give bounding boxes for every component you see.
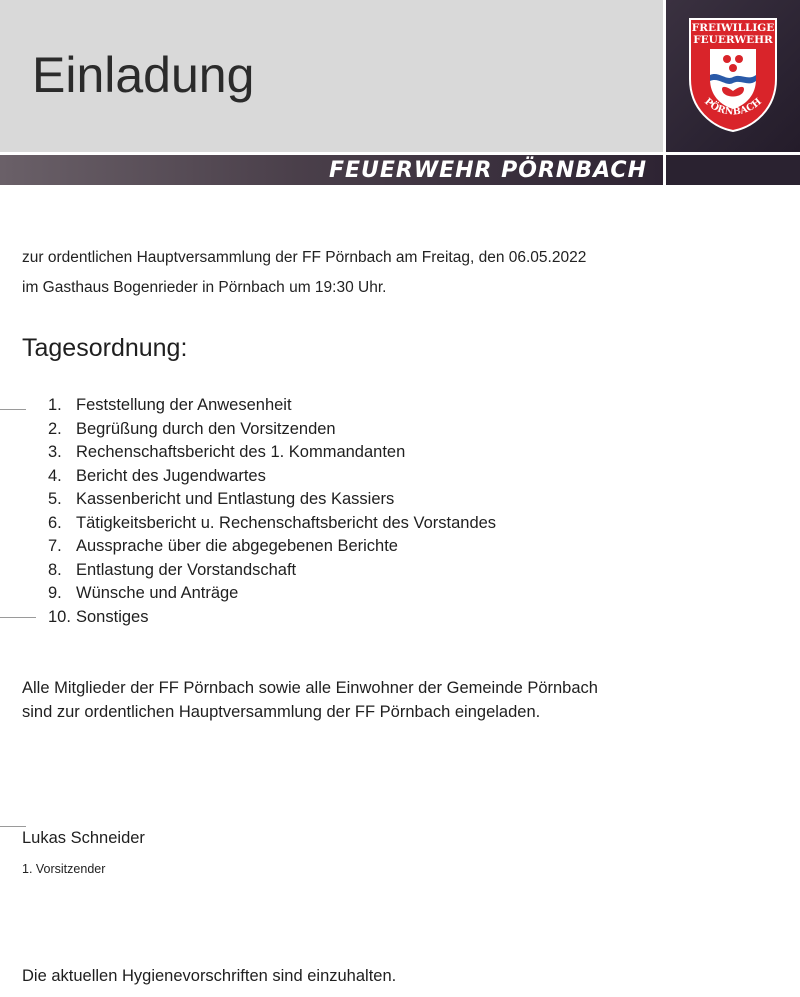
- agenda-item-text: Wünsche und Anträge: [76, 584, 239, 602]
- margin-tick: [0, 826, 26, 827]
- agenda-item: [48, 488, 496, 512]
- agenda-item-text: Feststellung der Anwesenheit: [76, 396, 292, 414]
- brand-bar-right: [666, 155, 800, 185]
- agenda-item-number: 4.: [48, 466, 62, 485]
- intro-line-2: im Gasthaus Bogenrieder in Pörnbach um 19:30 Uhr.: [22, 279, 387, 296]
- intro-line-1: zur ordentlichen Hauptversammlung der FF Pörnbach am Freitag, den 06.05.2022: [22, 249, 587, 266]
- header-banner: [0, 0, 663, 152]
- signature-role: 1. Vorsitzender: [22, 862, 106, 876]
- agenda-item: [48, 394, 496, 418]
- agenda-item-text: Sonstiges: [76, 607, 149, 626]
- agenda-item-number: 10.: [48, 607, 71, 626]
- agenda-item-number: 3.: [48, 443, 62, 461]
- agenda-item-text: Aussprache über die abgegebenen Berichte: [76, 537, 398, 555]
- brand-name: FEUERWEHR PÖRNBACH: [328, 158, 647, 183]
- agenda-item-text: Tätigkeitsbericht u. Rechenschaftsbericht des Vorstandes: [76, 513, 497, 532]
- signature-name: Lukas Schneider: [22, 829, 145, 847]
- agenda-item: [48, 582, 496, 606]
- closing-line-1: Alle Mitglieder der FF Pörnbach sowie alle Einwohner der Gemeinde Pörnbach: [22, 679, 598, 697]
- agenda-item-number: 5.: [48, 490, 62, 508]
- closing-line-2: sind zur ordentlichen Hauptversammlung der FF Pörnbach eingeladen.: [22, 703, 541, 721]
- agenda-item: [48, 559, 496, 583]
- agenda-item-text: Kassenbericht und Entlastung des Kassiers: [76, 490, 395, 508]
- agenda-item-number: 9.: [48, 584, 62, 602]
- agenda-item-text: Bericht des Jugendwartes: [76, 466, 266, 485]
- invitation-intro: [22, 243, 586, 303]
- crest-text-top-1: FREIWILLIGE: [691, 22, 775, 34]
- fire-brigade-crest-icon: [686, 17, 780, 133]
- agenda-item-number: 1.: [48, 396, 62, 414]
- agenda-item: [48, 606, 496, 630]
- agenda-item: [48, 465, 496, 489]
- agenda-item-number: 7.: [48, 537, 62, 555]
- agenda-item-text: Entlastung der Vorstandschaft: [76, 560, 297, 579]
- agenda-item-text: Begrüßung durch den Vorsitzenden: [76, 419, 336, 438]
- agenda-item-number: 6.: [48, 513, 62, 532]
- brand-bar: [0, 155, 663, 185]
- hygiene-notice: Die aktuellen Hygienevorschriften sind einzuhalten.: [22, 967, 397, 985]
- agenda-item: [48, 512, 496, 536]
- agenda-item: [48, 535, 496, 559]
- page-title: Einladung: [32, 47, 255, 103]
- crest-text-top-2: FEUERWEHR: [693, 34, 773, 46]
- agenda-title: Tagesordnung:: [22, 334, 188, 362]
- closing-text: [22, 676, 598, 724]
- agenda-list: [48, 394, 496, 629]
- agenda-item: [48, 418, 496, 442]
- agenda-item-number: 2.: [48, 419, 62, 438]
- agenda-item-text: Rechenschaftsbericht des 1. Kommandanten: [76, 443, 406, 461]
- crest-text-bottom: PÖRNBACH: [702, 96, 764, 118]
- agenda-item: [48, 441, 496, 465]
- agenda-item-number: 8.: [48, 560, 62, 579]
- margin-tick: [0, 409, 26, 410]
- margin-tick: [0, 617, 36, 618]
